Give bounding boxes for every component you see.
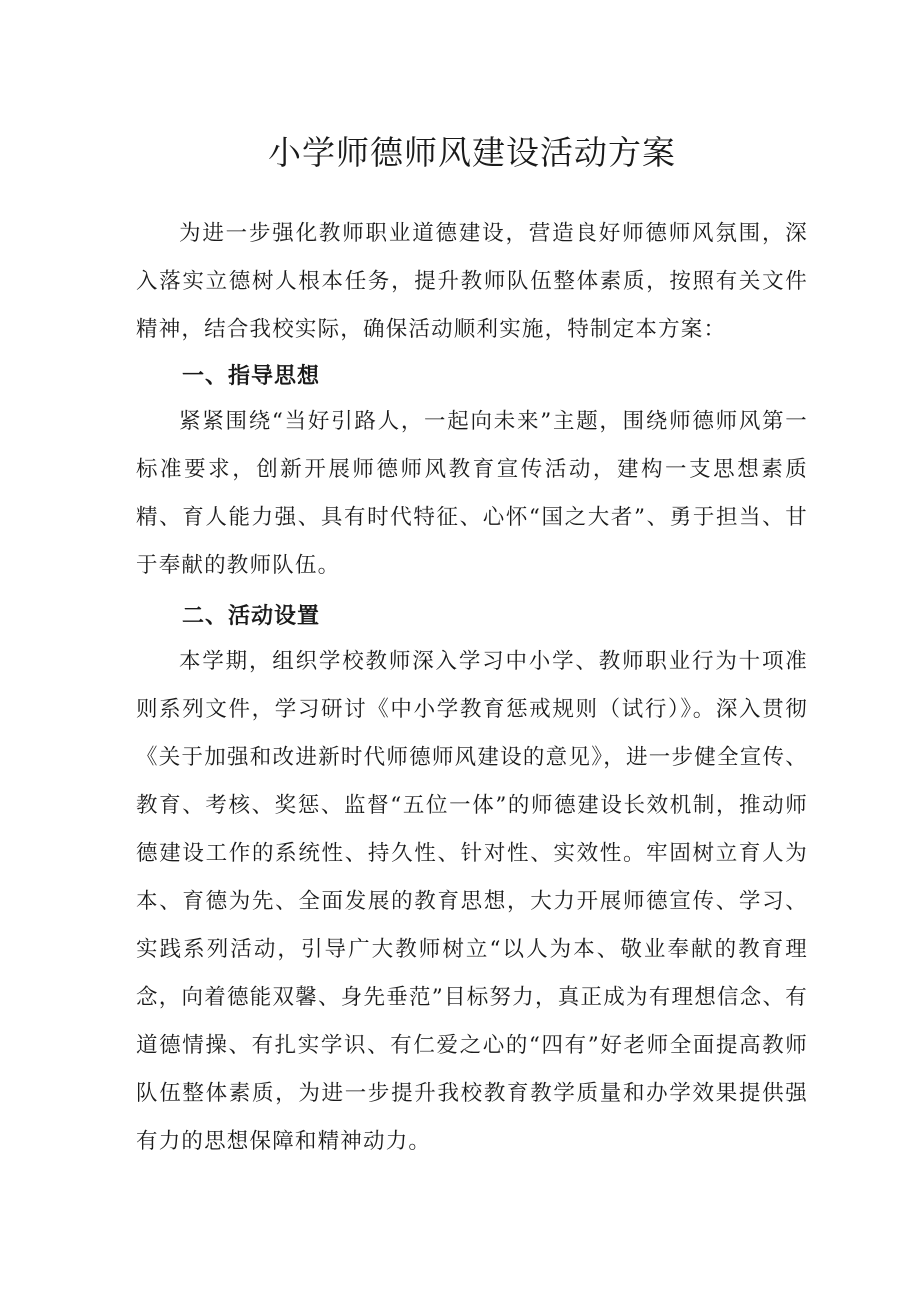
intro-paragraph: 为进一步强化教师职业道德建设，营造良好师德师风氛围，深入落实立德树人根本任务，提升教师队伍整体素质，按照有关文件精神，结合我校实际，确保活动顺利实施，特制定本方案： — [136, 221, 808, 342]
section-body-activity-setup: 本学期，组织学校教师深入学习中小学、教师职业行为十项准则系列文件，学习研讨《中小学教育惩戒规则（试行）》。深入贯彻《关于加强和改进新时代师德师风建设的意见》，进一步健全宣传、教育、考核、奖惩、监督“五位一体”的师德建设长效机制，推动师德建设工作的系统性、持久性、针对性、实效性。牢固树立育人为本、育德为先、全面发展的教育思想，大力开展师德宣传、学习、实践系列活动，引导广大教师树立“以人为本、敬业奉献的教育理念，向着德能双馨、身先垂范”目标努力，真正成为有理想信念、有道德情操、有扎实学识、有仁爱之心的“四有”好老师全面提高教师队伍整体素质，为进一步提升我校教育教学质量和办学效果提供强有力的思想保障和精神动力。 — [136, 649, 808, 1154]
section-body-guiding-ideology: 紧紧围绕“当好引路人，一起向未来”主题，围绕师德师风第一标准要求，创新开展师德师风教育宣传活动，建构一支思想素质精、育人能力强、具有时代特征、心怀“国之大者”、勇于担当、甘于奉献的教师队伍。 — [136, 409, 808, 578]
section-heading-guiding-ideology: 一、指导思想 — [182, 364, 321, 389]
section-heading-activity-setup: 二、活动设置 — [182, 604, 321, 629]
document-title: 小学师德师风建设活动方案 — [268, 133, 676, 172]
